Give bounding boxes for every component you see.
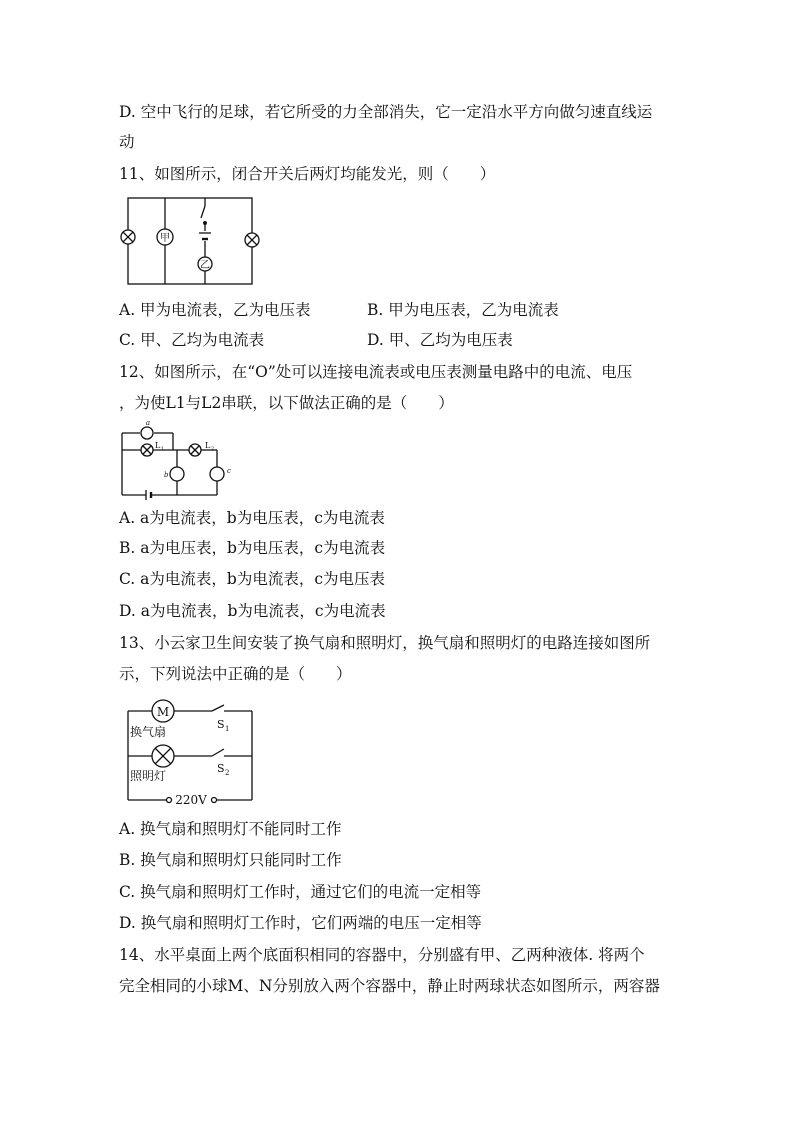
q12-stem-line2: ，为使L1与L2串联，以下做法正确的是（ ） [119, 394, 454, 412]
q11-option-b: B. 甲为电压表，乙为电流表 [367, 301, 559, 319]
voltage-label: 220V [175, 793, 207, 807]
q13-stem-line1: 13、小云家卫生间安装了换气扇和照明灯，换气扇和照明灯的电路连接如图所 [119, 634, 651, 652]
q12-stem-line1: 12、如图所示，在“O”处可以连接电流表或电压表测量电路中的电流、电压 [119, 363, 633, 381]
meter-jia-label: 甲 [160, 233, 170, 244]
q14-stem-line2: 完全相同的小球M、N分别放入两个容器中，静止时两球状态如图所示，两容器 [119, 977, 660, 995]
q12-option-a: A. a为电流表，b为电压表，c为电流表 [119, 509, 385, 527]
s2-label: S [217, 762, 225, 775]
s2-sub: 2 [225, 769, 230, 777]
label-L1-sub: 1 [161, 446, 165, 452]
q13-stem-line2: 示，下列说法中正确的是（ ） [119, 665, 352, 683]
q11-circuit-diagram [115, 193, 265, 288]
fan-label: 换气扇 [130, 725, 167, 739]
q14-stem-line1: 14、水平桌面上两个底面积相同的容器中，分别盛有甲、乙两种液体. 将两个 [119, 946, 645, 964]
q11-option-a: A. 甲为电流表，乙为电压表 [119, 301, 311, 319]
label-c: c [227, 467, 231, 475]
label-L1: L [155, 441, 161, 450]
label-L2-sub: 2 [211, 446, 215, 452]
label-a: a [145, 419, 151, 427]
label-b: b [164, 471, 169, 479]
q12-option-b: B. a为电压表，b为电压表，c为电流表 [119, 539, 386, 557]
q13-option-a: A. 换气扇和照明灯不能同时工作 [119, 820, 342, 838]
s1-sub: 1 [225, 725, 230, 733]
q10-option-d-line1: D. 空中飞行的足球，若它所受的力全部消失，它一定沿水平方向做匀速直线运 [119, 103, 653, 121]
label-L2: L [205, 441, 211, 450]
meter-yi-label: 乙 [200, 260, 210, 271]
q10-option-d-line2: 动 [119, 133, 135, 151]
q13-option-d: D. 换气扇和照明灯工作时，它们两端的电压一定相等 [119, 914, 482, 932]
q12-circuit-diagram [117, 420, 242, 500]
q11-option-c: C. 甲、乙均为电流表 [119, 331, 265, 349]
lamp-label: 照明灯 [130, 769, 167, 783]
q11-stem: 11、如图所示，闭合开关后两灯均能发光，则（ ） [119, 165, 496, 183]
q13-option-b: B. 换气扇和照明灯只能同时工作 [119, 851, 342, 869]
s1-label: S [217, 718, 225, 731]
q13-circuit-diagram [124, 700, 259, 808]
motor-label: M [156, 705, 170, 719]
q13-option-c: C. 换气扇和照明灯工作时，通过它们的电流一定相等 [119, 883, 482, 901]
q11-option-d: D. 甲、乙均为电压表 [367, 331, 513, 349]
q12-option-d: D. a为电流表，b为电流表，c为电流表 [119, 602, 386, 620]
q12-option-c: C. a为电流表，b为电流表，c为电压表 [119, 570, 386, 588]
